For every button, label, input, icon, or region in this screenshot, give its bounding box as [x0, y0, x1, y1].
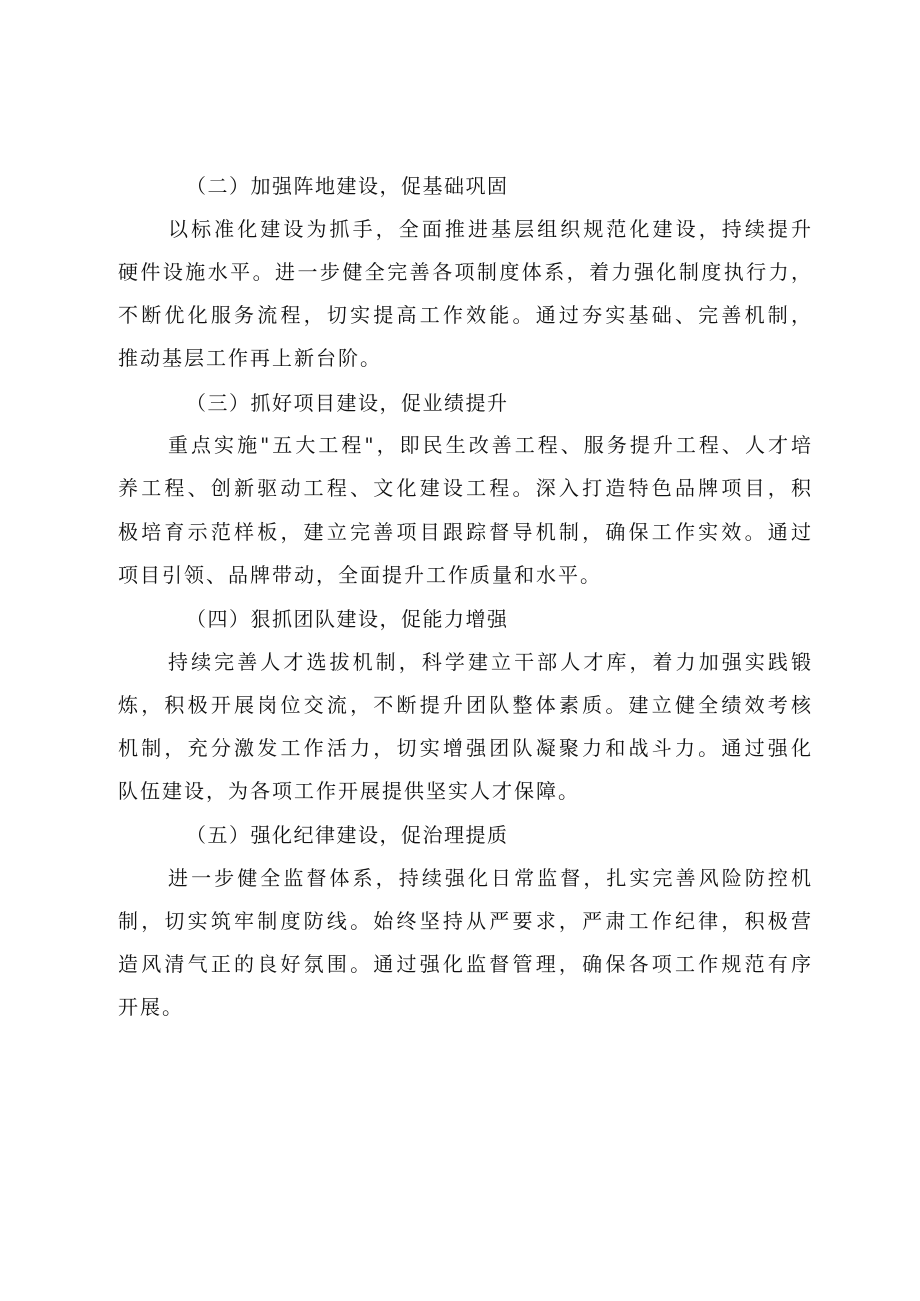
section-heading: （二）加强阵地建设，促基础巩固	[186, 174, 509, 198]
paragraph-line: 硬件设施水平。进一步健全完善各项制度体系，着力强化制度执行力，	[118, 260, 811, 284]
paragraph-line: 制，切实筑牢制度防线。始终坚持从严要求，严肃工作纪律，积极营	[118, 909, 811, 933]
paragraph-line: 养工程、创新驱动工程、文化建设工程。深入打造特色品牌项目，积	[118, 476, 811, 500]
section-heading: （四）狠抓团队建设，促能力增强	[186, 607, 509, 631]
paragraph-line: 重点实施"五大工程"，即民生改善工程、服务提升工程、人才培	[168, 433, 811, 457]
paragraph-line: 进一步健全监督体系，持续强化日常监督，扎实完善风险防控机	[168, 866, 811, 890]
paragraph-line: 持续完善人才选拔机制，科学建立干部人才库，着力加强实践锻	[168, 650, 811, 674]
paragraph-line: 造风清气正的良好氛围。通过强化监督管理，确保各项工作规范有序	[118, 952, 811, 976]
paragraph-line: 不断优化服务流程，切实提高工作效能。通过夯实基础、完善机制，	[118, 303, 811, 327]
section-heading: （五）强化纪律建设，促治理提质	[186, 823, 509, 847]
paragraph-line: 炼，积极开展岗位交流，不断提升团队整体素质。建立健全绩效考核	[118, 693, 811, 717]
paragraph-line: 极培育示范样板，建立完善项目跟踪督导机制，确保工作实效。通过	[118, 520, 811, 544]
paragraph-line: 开展。	[118, 995, 184, 1019]
paragraph-line: 以标准化建设为抓手，全面推进基层组织规范化建设，持续提升	[168, 217, 811, 241]
section-heading: （三）抓好项目建设，促业绩提升	[186, 391, 509, 415]
paragraph-line: 项目引领、品牌带动，全面提升工作质量和水平。	[118, 563, 602, 587]
paragraph-line: 机制，充分激发工作活力，切实增强团队凝聚力和战斗力。通过强化	[118, 736, 811, 760]
paragraph-line: 队伍建设，为各项工作开展提供坚实人才保障。	[118, 779, 580, 803]
paragraph-line: 推动基层工作再上新台阶。	[118, 346, 382, 370]
